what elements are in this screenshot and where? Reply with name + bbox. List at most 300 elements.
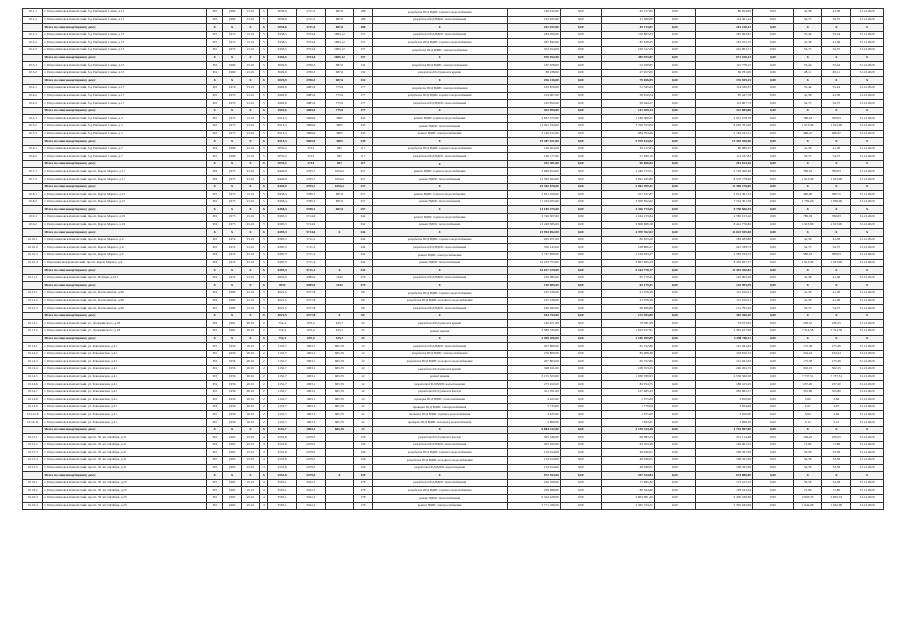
- row-id: 10.6.1: [23, 145, 43, 153]
- type-cell: РО: [207, 441, 223, 449]
- year-cell: 1980: [223, 305, 241, 313]
- cost-cell: 19 387 921,00: [507, 138, 560, 146]
- other-area-cell: 1685,12: [325, 46, 354, 54]
- row-id: 10.9.1: [23, 214, 43, 222]
- residents-cell: 12: [354, 381, 372, 389]
- owners-cell: 115 259,51: [695, 289, 752, 297]
- table-row: [23, 274, 884, 282]
- year-cell: 1956: [223, 343, 241, 351]
- owners-cell: 4 744 967,00: [695, 426, 752, 434]
- area-cell: 4022,5: [268, 305, 297, 313]
- share-cell: 0,00: [560, 9, 601, 17]
- cost-cell: 256 216,00: [507, 77, 560, 85]
- share-cell: 0,00: [560, 487, 601, 495]
- max-cost-cell: 54,58: [822, 457, 851, 465]
- other-area-cell: 425,7: [325, 327, 354, 335]
- area-cell: 3505,1: [268, 495, 297, 503]
- residents-cell: 257: [354, 198, 372, 206]
- cost-cell: 16 362 678,00: [507, 183, 560, 191]
- other-area-cell: 687,6: [325, 69, 354, 77]
- address-cell: Итого по многоквартирному дому:: [43, 160, 207, 168]
- area-cell: 1152,7: [268, 411, 297, 419]
- cost-cell: 5 800,00: [507, 419, 560, 427]
- type-cell: РО: [207, 168, 223, 176]
- work-type-cell: ремонт ВДИС теплоснабжения: [372, 198, 507, 206]
- work-type-cell: разработка ПСД ремонта крыши: [372, 365, 507, 373]
- living-area-cell: 5714,6: [296, 221, 325, 229]
- unit-cost-cell: 3,84: [793, 396, 822, 404]
- document-sheet: [22, 8, 884, 510]
- cost-cell: 554 754,00: [507, 312, 560, 320]
- share2-cell: 0,00: [654, 449, 695, 457]
- area-cell: 3436,5: [268, 46, 297, 54]
- share3-cell: 0,00: [752, 457, 793, 465]
- cost-cell: 3 747 858,00: [507, 252, 560, 260]
- share2-cell: 0,00: [654, 168, 695, 176]
- area-cell: 6458,4: [268, 206, 297, 214]
- total-row: [23, 54, 884, 62]
- deadline-cell: 31.12.2020: [851, 487, 884, 495]
- deadline-cell: 31.12.2020: [851, 176, 884, 184]
- max-cost-cell: 109,25: [822, 434, 851, 442]
- address-cell: г. Петропавловск-Камчатский, б-р Рыбацкой Славы, д.17: [43, 100, 207, 108]
- date-code-cell: 25.01: [241, 441, 259, 449]
- share-cell: 0,00: [560, 365, 601, 373]
- table-row: [23, 350, 884, 358]
- unit-cost-cell: X: [793, 107, 822, 115]
- area-cell: 1152,7: [268, 403, 297, 411]
- table-row: [23, 396, 884, 404]
- share2-cell: 0,00: [654, 403, 695, 411]
- area-cell: 3035,2: [268, 153, 297, 161]
- other-area-cell: 1685,12: [325, 39, 354, 47]
- residents-cell: 132: [354, 69, 372, 77]
- deadline-cell: 31.12.2020: [851, 479, 884, 487]
- work-type-cell: разработка ПСД ВДИС теплоснабжения: [372, 479, 507, 487]
- row-id: [23, 183, 43, 191]
- share3-cell: 0,00: [752, 236, 793, 244]
- unit-cost-cell: 55,44: [793, 62, 822, 70]
- deadline-cell: X: [851, 282, 884, 290]
- year-cell: 1956: [223, 365, 241, 373]
- date-code-cell: 15.01: [241, 289, 259, 297]
- unit-cost-cell: 460,00: [793, 191, 822, 199]
- residents-cell: 342: [354, 252, 372, 260]
- owners-cell: 86 986,35: [695, 145, 752, 153]
- share3-cell: 0,00: [752, 176, 793, 184]
- area-cell: 6395,3: [268, 244, 297, 252]
- owners-cell: 6 450 436,60: [695, 495, 752, 503]
- area-cell: 2552,8: [268, 434, 297, 442]
- other-area-cell: [325, 449, 354, 457]
- owners-cell: 2 583 224,73: [695, 252, 752, 260]
- max-cost-cell: X: [822, 138, 851, 146]
- area-cell: 1152,7: [268, 381, 297, 389]
- address-cell: г. Петропавловск-Камчатский, просп. 50 лет Октября, д.21: [43, 457, 207, 465]
- area-cell: 6395,3: [268, 236, 297, 244]
- fund-cell: 90 856,84: [601, 160, 654, 168]
- floors-cell: 4: [260, 487, 268, 495]
- owners-cell: 13 418 306,98: [695, 138, 752, 146]
- share-cell: 0,00: [560, 153, 601, 161]
- table-row: [23, 495, 884, 503]
- row-id: 10.7.1: [23, 168, 43, 176]
- fund-cell: 51 545,63: [601, 84, 654, 92]
- living-area-cell: 2711,5: [296, 16, 325, 24]
- deadline-cell: 31.12.2020: [851, 419, 884, 427]
- other-area-cell: 687,6: [325, 77, 354, 85]
- work-type-cell: ремонт ВДИС горячего водоснабжения: [372, 115, 507, 123]
- other-area-cell: 1442: [325, 274, 354, 282]
- fund-cell: 1 240 153,51: [601, 168, 654, 176]
- living-area-cell: 2685,9: [296, 92, 325, 100]
- work-type-cell: проверка ПСД ВДИС электроснабжения: [372, 403, 507, 411]
- fund-cell: 297 324,84: [601, 472, 654, 480]
- cost-cell: 4 425,00: [507, 396, 560, 404]
- share-cell: 0,00: [560, 160, 601, 168]
- work-type-cell: ремонт ВДИС теплоснабжения: [372, 221, 507, 229]
- year-cell: X: [223, 206, 241, 214]
- share-cell: 0,00: [560, 426, 601, 434]
- type-cell: X: [207, 54, 223, 62]
- living-area-cell: 5795,7: [296, 183, 325, 191]
- other-area-cell: X: [325, 472, 354, 480]
- row-id: 10.1.1: [23, 9, 43, 17]
- work-type-cell: X: [372, 77, 507, 85]
- type-cell: РО: [207, 419, 223, 427]
- other-area-cell: 775,9: [325, 84, 354, 92]
- year-cell: X: [223, 312, 241, 320]
- max-cost-cell: 780,03: [822, 214, 851, 222]
- address-cell: г. Петропавловск-Камчатский, б-р Рыбацкой Славы, д.17: [43, 84, 207, 92]
- share3-cell: 0,00: [752, 396, 793, 404]
- max-cost-cell: 41,38: [822, 289, 851, 297]
- fund-cell: 52 199,85: [601, 62, 654, 70]
- address-cell: Итого по многоквартирному дому:: [43, 335, 207, 343]
- unit-cost-cell: 1 782,00: [793, 198, 822, 206]
- residents-cell: 35: [354, 320, 372, 328]
- share-cell: 0,00: [560, 145, 601, 153]
- share-cell: 0,00: [560, 267, 601, 275]
- deadline-cell: 31.12.2020: [851, 244, 884, 252]
- other-area-cell: [325, 252, 354, 260]
- floors-cell: 5: [260, 46, 268, 54]
- living-area-cell: 5711,2: [296, 244, 325, 252]
- row-id: 10.10.3: [23, 252, 43, 260]
- owners-cell: 33 073,02: [695, 320, 752, 328]
- date-code-cell: 15.01: [241, 153, 259, 161]
- fund-cell: 84 954,75: [601, 381, 654, 389]
- work-type-cell: разработка ПСД ВДИС горячего водоснабжения: [372, 39, 507, 47]
- share2-cell: 0,00: [654, 472, 695, 480]
- address-cell: г. Петропавловск-Камчатский, б-р Рыбацкой Славы, д.17: [43, 92, 207, 100]
- fund-cell: 2 903 991,40: [601, 495, 654, 503]
- year-cell: 1975: [223, 168, 241, 176]
- other-area-cell: 697: [325, 153, 354, 161]
- type-cell: X: [207, 24, 223, 32]
- max-cost-cell: 41,38: [822, 39, 851, 47]
- residents-cell: 342: [354, 259, 372, 267]
- cost-cell: 124 067,00: [507, 92, 560, 100]
- fund-cell: 50 944,27: [601, 100, 654, 108]
- area-cell: 3030,6: [268, 16, 297, 24]
- max-cost-cell: 54,75: [822, 153, 851, 161]
- share2-cell: 0,00: [654, 244, 695, 252]
- max-cost-cell: 302,15: [822, 365, 851, 373]
- fund-cell: 1 375,00: [601, 396, 654, 404]
- living-area-cell: 4389,9: [296, 282, 325, 290]
- cost-cell: 203 165,00: [507, 441, 560, 449]
- living-area-cell: 3577,8: [296, 289, 325, 297]
- fund-cell: 1 164 153,84: [601, 214, 654, 222]
- fund-cell: 65 179,41: [601, 282, 654, 290]
- share3-cell: 0,00: [752, 343, 793, 351]
- owners-cell: 106 567,99: [695, 464, 752, 472]
- area-cell: 752,4: [268, 320, 297, 328]
- living-area-cell: 1063,1: [296, 403, 325, 411]
- fund-cell: 917 147,87: [601, 191, 654, 199]
- table-row: [23, 373, 884, 381]
- unit-cost-cell: 302,15: [793, 365, 822, 373]
- year-cell: 1965: [223, 434, 241, 442]
- floors-cell: X: [260, 335, 268, 343]
- share3-cell: 0,00: [752, 183, 793, 191]
- fund-cell: 110 803,33: [601, 31, 654, 39]
- year-cell: 1965: [223, 457, 241, 465]
- residents-cell: 117: [354, 145, 372, 153]
- owners-cell: 85 447,76: [695, 92, 752, 100]
- unit-cost-cell: 54,58: [793, 479, 822, 487]
- other-area-cell: [325, 214, 354, 222]
- year-cell: 1975: [223, 122, 241, 130]
- share-cell: 0,00: [560, 92, 601, 100]
- type-cell: РО: [207, 305, 223, 313]
- residents-cell: 178: [354, 479, 372, 487]
- area-cell: 6395,3: [268, 259, 297, 267]
- date-code-cell: X: [241, 229, 259, 237]
- living-area-cell: 5780,1: [296, 206, 325, 214]
- other-area-cell: 665,76: [325, 381, 354, 389]
- area-cell: 3029,9: [268, 69, 297, 77]
- share3-cell: 0,00: [752, 350, 793, 358]
- year-cell: X: [223, 24, 241, 32]
- living-area-cell: 5669,9: [296, 122, 325, 130]
- work-type-cell: X: [372, 312, 507, 320]
- deadline-cell: X: [851, 426, 884, 434]
- area-cell: 2552,8: [268, 441, 297, 449]
- unit-cost-cell: X: [793, 54, 822, 62]
- floors-cell: 5: [260, 297, 268, 305]
- area-cell: 2552,8: [268, 464, 297, 472]
- year-cell: 1972: [223, 39, 241, 47]
- other-area-cell: [325, 502, 354, 510]
- table-row: [23, 122, 884, 130]
- address-cell: г. Petропавловск-Камчатский, просп. Карла Маркса, д.9: [43, 259, 207, 267]
- owners-cell: 8 441 776,82: [695, 221, 752, 229]
- area-cell: 6514,3: [268, 130, 297, 138]
- living-area-cell: 1063,1: [296, 358, 325, 366]
- floors-cell: 4: [260, 464, 268, 472]
- area-cell: 3505,1: [268, 487, 297, 495]
- floors-cell: 5: [260, 153, 268, 161]
- area-cell: 2552,8: [268, 457, 297, 465]
- living-area-cell: 3754,4: [296, 31, 325, 39]
- share2-cell: 0,00: [654, 381, 695, 389]
- work-type-cell: ремонт ВДИС электроснабжения: [372, 252, 507, 260]
- cost-cell: 332 454,00: [507, 46, 560, 54]
- living-area-cell: 5714,6: [296, 229, 325, 237]
- work-type-cell: ремонт ВДИС теплоснабжения: [372, 122, 507, 130]
- share3-cell: 0,00: [752, 130, 793, 138]
- work-type-cell: X: [372, 472, 507, 480]
- year-cell: 1956: [223, 350, 241, 358]
- year-cell: X: [223, 77, 241, 85]
- year-cell: X: [223, 229, 241, 237]
- type-cell: РО: [207, 388, 223, 396]
- work-type-cell: X: [372, 267, 507, 275]
- work-type-cell: разработка ПСД ВДИС горячего водоснабжения: [372, 487, 507, 495]
- address-cell: г. Петропавловск-Камчатский, ул. Ключевская, д.41: [43, 419, 207, 427]
- date-code-cell: 25.01: [241, 434, 259, 442]
- share3-cell: 0,00: [752, 229, 793, 237]
- other-area-cell: 1442: [325, 282, 354, 290]
- share3-cell: 0,00: [752, 464, 793, 472]
- date-code-cell: 20.01: [241, 388, 259, 396]
- deadline-cell: 31.12.2020: [851, 305, 884, 313]
- area-cell: 4022,5: [268, 289, 297, 297]
- year-cell: 1965: [223, 479, 241, 487]
- residents-cell: 177: [354, 100, 372, 108]
- residents-cell: 132: [354, 62, 372, 70]
- total-row: [23, 335, 884, 343]
- floors-cell: 5: [260, 168, 268, 176]
- other-area-cell: [325, 236, 354, 244]
- row-id: [23, 160, 43, 168]
- row-id: [23, 138, 43, 146]
- other-area-cell: 1685,12: [325, 31, 354, 39]
- living-area-cell: 1063,1: [296, 365, 325, 373]
- table-row: [23, 343, 884, 351]
- work-type-cell: проверка ПСД ВДИС холодного водоснабжения: [372, 419, 507, 427]
- owners-cell: 241 338,73: [695, 244, 752, 252]
- date-code-cell: 15.01: [241, 122, 259, 130]
- area-cell: 1152,7: [268, 388, 297, 396]
- address-cell: г. Петропавловск-Камчатский, просп. 50 лет Октября, д.23: [43, 495, 207, 503]
- address-cell: г. Петропавловск-Камчатский, просп. 50 лет Октября, д.21: [43, 449, 207, 457]
- share3-cell: 0,00: [752, 84, 793, 92]
- row-id: 10.1.2: [23, 16, 43, 24]
- floors-cell: 5: [260, 259, 268, 267]
- fund-cell: 68 486,80: [601, 305, 654, 313]
- fund-cell: 3 822 245,80: [601, 176, 654, 184]
- unit-cost-cell: 71,86: [793, 441, 822, 449]
- date-code-cell: X: [241, 282, 259, 290]
- share3-cell: 0,00: [752, 472, 793, 480]
- residents-cell: 342: [354, 236, 372, 244]
- deadline-cell: X: [851, 267, 884, 275]
- area-cell: 6449,9: [268, 183, 297, 191]
- deadline-cell: 31.12.2020: [851, 130, 884, 138]
- max-cost-cell: X: [822, 282, 851, 290]
- table-row: [23, 92, 884, 100]
- share2-cell: 0,00: [654, 100, 695, 108]
- cost-cell: 250 109,00: [507, 479, 560, 487]
- address-cell: г. Петропавловск-Камчатский, просп. 50 лет Октября, д.23: [43, 502, 207, 510]
- living-area-cell: 3322,1: [296, 479, 325, 487]
- owners-cell: 265 963,67: [695, 31, 752, 39]
- fund-cell: 1 030 766,93: [601, 373, 654, 381]
- date-code-cell: 20.01: [241, 343, 259, 351]
- owners-cell: 2 365 617,09: [695, 327, 752, 335]
- floors-cell: X: [260, 229, 268, 237]
- fund-cell: 1 186 306,21: [601, 115, 654, 123]
- living-area-cell: 1063,1: [296, 419, 325, 427]
- share3-cell: 0,00: [752, 434, 793, 442]
- type-cell: РО: [207, 191, 223, 199]
- unit-cost-cell: 54,75: [793, 153, 822, 161]
- address-cell: Итого по многоквартирному дому:: [43, 54, 207, 62]
- share-cell: 0,00: [560, 138, 601, 146]
- type-cell: РО: [207, 214, 223, 222]
- share-cell: 0,00: [560, 312, 601, 320]
- share-cell: 0,00: [560, 343, 601, 351]
- area-cell: 752,4: [268, 335, 297, 343]
- share-cell: 0,00: [560, 62, 601, 70]
- date-code-cell: 15.01: [241, 145, 259, 153]
- date-code-cell: X: [241, 312, 259, 320]
- address-cell: г. Петропавловск-Камчатский, б-р Рыбацкой Славы, д.3: [43, 122, 207, 130]
- floors-cell: 2: [260, 373, 268, 381]
- unit-cost-cell: 54,58: [793, 449, 822, 457]
- share2-cell: 0,00: [654, 122, 695, 130]
- owners-cell: 60 781,00: [695, 69, 752, 77]
- other-area-cell: [325, 434, 354, 442]
- deadline-cell: 31.12.2020: [851, 388, 884, 396]
- share-cell: 0,00: [560, 403, 601, 411]
- cost-cell: 154 614,00: [507, 464, 560, 472]
- deadline-cell: 31.12.2020: [851, 441, 884, 449]
- type-cell: X: [207, 77, 223, 85]
- fund-cell: 79 656,85: [601, 77, 654, 85]
- living-area-cell: 2479,5: [296, 457, 325, 465]
- unit-cost-cell: X: [793, 312, 822, 320]
- work-type-cell: ремонт ВДИС теплоснабжения: [372, 495, 507, 503]
- type-cell: X: [207, 160, 223, 168]
- fund-cell: 108 806,27: [601, 244, 654, 252]
- share3-cell: 0,00: [752, 191, 793, 199]
- owners-cell: 193 810,72: [695, 350, 752, 358]
- address-cell: г. Петропавловск-Камчатский, просп. 50 лет Октября, д.21: [43, 434, 207, 442]
- other-area-cell: 665,76: [325, 426, 354, 434]
- cost-cell: 2 931 450,00: [507, 191, 560, 199]
- share-cell: 0,00: [560, 130, 601, 138]
- area-cell: 1152,7: [268, 419, 297, 427]
- work-type-cell: разработка ПСД ВДИС теплоснабжения: [372, 31, 507, 39]
- date-code-cell: X: [241, 107, 259, 115]
- total-row: [23, 206, 884, 214]
- row-id: 10.5.1: [23, 115, 43, 123]
- max-cost-cell: 1 913,99: [822, 259, 851, 267]
- cost-cell: 5 733,00: [507, 403, 560, 411]
- max-cost-cell: 355,80: [822, 388, 851, 396]
- type-cell: РО: [207, 274, 223, 282]
- other-area-cell: 3605: [325, 122, 354, 130]
- area-cell: 6458,4: [268, 191, 297, 199]
- table-row: [23, 388, 884, 396]
- share-cell: 0,00: [560, 358, 601, 366]
- work-type-cell: X: [372, 426, 507, 434]
- share3-cell: 0,00: [752, 69, 793, 77]
